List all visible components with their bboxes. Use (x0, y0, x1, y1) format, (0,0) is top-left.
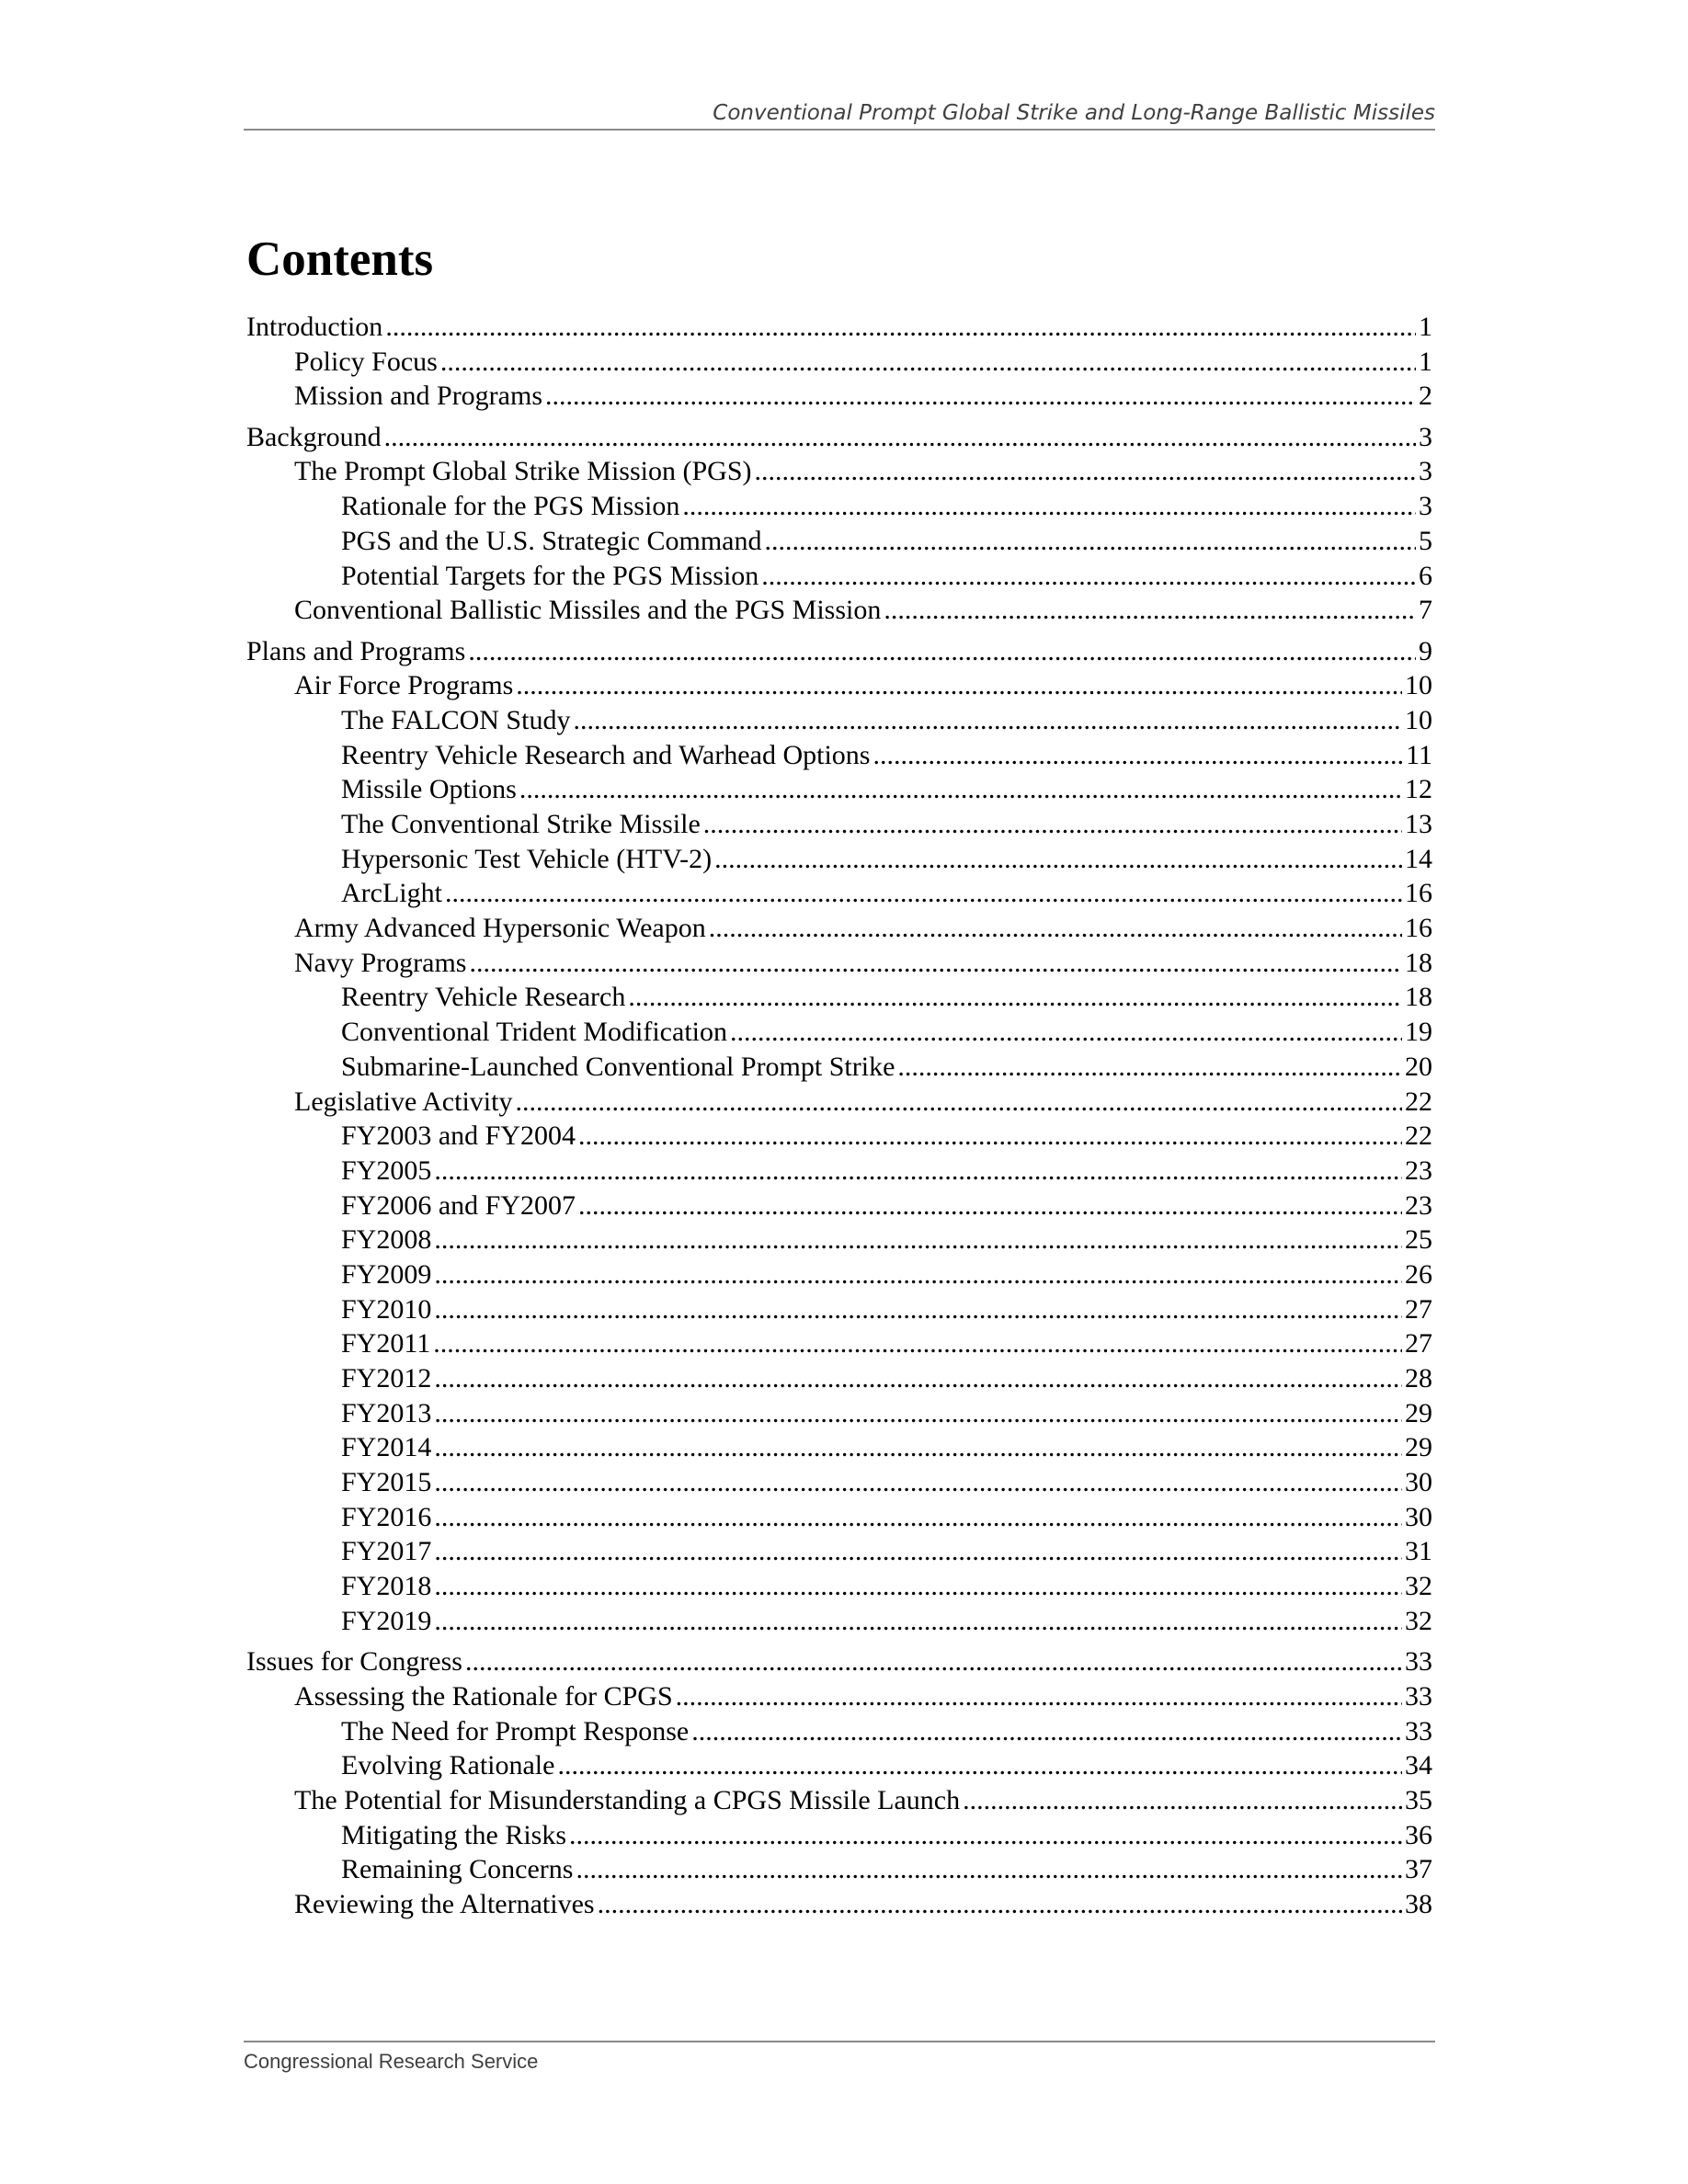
toc-page-number: 10 (1405, 704, 1432, 735)
toc-leader-dots (569, 1818, 1402, 1853)
toc-page-number: 16 (1405, 913, 1432, 944)
toc-entry-title: Navy Programs (294, 947, 467, 978)
toc-page-number: 3 (1419, 421, 1432, 452)
toc-entry-title: Remaining Concerns (341, 1854, 574, 1885)
toc-entry[interactable] (246, 1644, 1432, 1679)
toc-entry[interactable] (246, 1189, 1432, 1223)
toc-leader-dots (433, 1326, 1402, 1361)
toc-entry-title: FY2006 and FY2007 (341, 1189, 576, 1221)
toc-leader-dots (963, 1783, 1402, 1818)
toc-entry-title: FY2019 (341, 1605, 432, 1636)
toc-entry[interactable] (246, 1085, 1432, 1120)
toc-entry[interactable] (246, 772, 1432, 807)
toc-leader-dots (434, 1154, 1402, 1189)
toc-page-number: 3 (1419, 491, 1432, 522)
toc-leader-dots (628, 980, 1402, 1015)
toc-page-number: 18 (1405, 982, 1432, 1013)
toc-leader-dots (468, 634, 1416, 669)
toc-page-number: 27 (1405, 1328, 1432, 1359)
toc-entry-title: FY2018 (341, 1571, 432, 1602)
toc-entry[interactable] (246, 634, 1432, 669)
toc-entry-title: FY2013 (341, 1397, 432, 1428)
running-header: Conventional Prompt Global Strike and Long-Range Ballistic Missiles (244, 97, 1435, 131)
toc-entry-title: FY2010 (341, 1293, 432, 1325)
toc-page-number: 6 (1419, 560, 1432, 591)
contents-title: Contents (246, 233, 434, 286)
toc-page-number: 1 (1419, 346, 1432, 377)
toc-entry-title: Legislative Activity (294, 1086, 513, 1117)
toc-entry-title: Evolving Rationale (341, 1750, 555, 1781)
toc-entry[interactable] (246, 524, 1432, 559)
toc-entry[interactable] (246, 1015, 1432, 1050)
toc-leader-dots (384, 420, 1416, 455)
toc-entry-title: Army Advanced Hypersonic Weapon (294, 913, 706, 944)
toc-page-number: 13 (1405, 809, 1432, 839)
toc-leader-dots (434, 1396, 1402, 1431)
toc-leader-dots (434, 1465, 1402, 1500)
toc-entry[interactable] (246, 593, 1432, 628)
toc-page-number: 30 (1405, 1467, 1432, 1498)
toc-entry-title: FY2017 (341, 1536, 432, 1567)
toc-entry-title: Hypersonic Test Vehicle (HTV-2) (341, 843, 713, 874)
toc-leader-dots (576, 1852, 1402, 1887)
toc-page-number: 22 (1405, 1120, 1432, 1152)
toc-page-number: 7 (1419, 595, 1432, 626)
toc-page-number: 26 (1405, 1258, 1432, 1290)
toc-leader-dots (884, 593, 1416, 628)
toc-page-number: 25 (1405, 1224, 1432, 1256)
toc-entry-title: The FALCON Study (341, 704, 571, 735)
toc-entry[interactable] (246, 559, 1432, 594)
toc-leader-dots (465, 1644, 1402, 1679)
toc-entry-title: FY2009 (341, 1258, 432, 1290)
toc-entry-title: Rationale for the PGS Mission (341, 491, 680, 522)
toc-entry-title: The Potential for Misunderstanding a CPGS Missile Launch (294, 1784, 961, 1815)
toc-page-number: 32 (1405, 1571, 1432, 1602)
toc-leader-dots (445, 876, 1402, 911)
toc-entry-title: Plans and Programs (246, 635, 466, 666)
toc-entry[interactable] (246, 1679, 1432, 1714)
toc-page-number: 18 (1405, 947, 1432, 978)
toc-entry[interactable] (246, 1604, 1432, 1639)
toc-entry[interactable] (246, 738, 1432, 773)
toc-entry-title: Conventional Trident Modification (341, 1017, 727, 1048)
toc-page-number: 27 (1405, 1293, 1432, 1325)
toc-page-number: 10 (1405, 670, 1432, 701)
toc-entry[interactable] (246, 310, 1432, 345)
toc-page-number: 5 (1419, 525, 1432, 556)
toc-leader-dots (434, 1292, 1402, 1327)
toc-leader-dots (545, 379, 1416, 414)
toc-leader-dots (761, 559, 1416, 594)
table-of-contents (246, 310, 1432, 1922)
toc-page-number: 28 (1405, 1363, 1432, 1393)
toc-entry[interactable] (246, 980, 1432, 1015)
toc-entry-title: Background (246, 421, 382, 452)
toc-leader-dots (434, 1361, 1402, 1396)
toc-entry[interactable] (246, 1500, 1432, 1535)
toc-entry[interactable] (246, 1050, 1432, 1085)
toc-entry[interactable] (246, 1534, 1432, 1569)
toc-page-number: 31 (1405, 1536, 1432, 1567)
toc-leader-dots (434, 1604, 1402, 1639)
toc-leader-dots (434, 1223, 1402, 1257)
toc-entry-title: Missile Options (341, 774, 517, 805)
toc-leader-dots (578, 1119, 1402, 1154)
toc-leader-dots (573, 703, 1402, 738)
toc-page-number: 3 (1419, 456, 1432, 487)
toc-leader-dots (764, 524, 1416, 559)
toc-entry[interactable] (246, 1430, 1432, 1465)
toc-entry-title: Assessing the Rationale for CPGS (294, 1680, 673, 1712)
toc-leader-dots (385, 310, 1416, 345)
toc-leader-dots (516, 668, 1402, 703)
toc-entry-title: FY2012 (341, 1363, 432, 1393)
toc-leader-dots (676, 1679, 1402, 1714)
toc-page-number: 32 (1405, 1605, 1432, 1636)
toc-entry-title: Mitigating the Risks (341, 1819, 567, 1850)
toc-entry[interactable] (246, 420, 1432, 455)
toc-entry-title: Conventional Ballistic Missiles and the PGS Mission (294, 595, 882, 626)
toc-entry[interactable] (246, 1465, 1432, 1500)
toc-page-number: 30 (1405, 1501, 1432, 1532)
toc-entry-title: FY2011 (341, 1328, 431, 1359)
toc-entry-title: ArcLight (341, 878, 442, 909)
toc-entry-title: The Prompt Global Strike Mission (PGS) (294, 456, 752, 487)
toc-leader-dots (440, 345, 1416, 380)
toc-leader-dots (897, 1050, 1402, 1085)
toc-leader-dots (691, 1714, 1402, 1749)
toc-entry[interactable] (246, 703, 1432, 738)
toc-leader-dots (730, 1015, 1402, 1050)
toc-entry[interactable] (246, 1783, 1432, 1818)
toc-page-number: 1 (1419, 312, 1432, 342)
toc-entry[interactable] (246, 668, 1432, 703)
toc-leader-dots (469, 946, 1402, 981)
toc-leader-dots (714, 842, 1402, 877)
toc-entry-title: FY2015 (341, 1467, 432, 1498)
toc-entry-title: FY2005 (341, 1155, 432, 1186)
toc-leader-dots (578, 1189, 1402, 1223)
toc-entry[interactable] (246, 454, 1432, 489)
toc-entry[interactable] (246, 911, 1432, 946)
toc-leader-dots (703, 807, 1402, 842)
toc-entry[interactable] (246, 345, 1432, 380)
toc-entry[interactable] (246, 1396, 1432, 1431)
toc-entry-title: FY2014 (341, 1432, 432, 1463)
toc-page-number: 11 (1406, 739, 1432, 770)
toc-entry[interactable] (246, 1714, 1432, 1749)
toc-entry-title: Air Force Programs (294, 670, 514, 701)
toc-entry[interactable] (246, 1887, 1432, 1922)
toc-entry[interactable] (246, 1326, 1432, 1361)
toc-entry[interactable] (246, 842, 1432, 877)
toc-entry[interactable] (246, 1119, 1432, 1154)
toc-entry-title: Reentry Vehicle Research (341, 982, 626, 1013)
toc-entry[interactable] (246, 1852, 1432, 1887)
toc-entry[interactable] (246, 876, 1432, 911)
toc-entry-title: The Need for Prompt Response (341, 1715, 690, 1746)
toc-page-number: 33 (1405, 1715, 1432, 1746)
toc-leader-dots (557, 1748, 1402, 1783)
toc-entry[interactable] (246, 1361, 1432, 1396)
toc-entry-title: Introduction (246, 312, 383, 342)
toc-entry-title: FY2008 (341, 1224, 432, 1256)
toc-entry-title: Reentry Vehicle Research and Warhead Options (341, 739, 871, 770)
toc-entry-title: PGS and the U.S. Strategic Command (341, 525, 762, 556)
toc-page-number: 20 (1405, 1051, 1432, 1082)
toc-page-number: 35 (1405, 1784, 1432, 1815)
toc-entry-title: The Conventional Strike Missile (341, 809, 701, 839)
toc-entry-title: Policy Focus (294, 346, 438, 377)
toc-page-number: 22 (1405, 1086, 1432, 1117)
toc-leader-dots (434, 1534, 1402, 1569)
toc-leader-dots (434, 1257, 1402, 1292)
toc-entry-title: Potential Targets for the PGS Mission (341, 560, 759, 591)
toc-leader-dots (515, 1085, 1402, 1120)
toc-page-number: 23 (1405, 1155, 1432, 1186)
toc-entry[interactable] (246, 1292, 1432, 1327)
toc-page-number: 34 (1405, 1750, 1432, 1781)
toc-page-number: 9 (1419, 635, 1432, 666)
toc-entry-title: Mission and Programs (294, 381, 542, 412)
toc-entry[interactable] (246, 1223, 1432, 1257)
toc-page-number: 37 (1405, 1854, 1432, 1885)
toc-entry[interactable] (246, 1748, 1432, 1783)
toc-entry[interactable] (246, 379, 1432, 414)
toc-page-number: 38 (1405, 1889, 1432, 1919)
toc-entry-title: Reviewing the Alternatives (294, 1889, 595, 1919)
toc-leader-dots (434, 1500, 1402, 1535)
toc-page-number: 19 (1405, 1017, 1432, 1048)
toc-leader-dots (873, 738, 1403, 773)
toc-page-number: 29 (1405, 1397, 1432, 1428)
toc-entry[interactable] (246, 1257, 1432, 1292)
toc-entry[interactable] (246, 1154, 1432, 1189)
toc-entry-title: Issues for Congress (246, 1646, 462, 1678)
toc-leader-dots (598, 1887, 1402, 1922)
toc-page-number: 23 (1405, 1189, 1432, 1221)
toc-page-number: 14 (1405, 843, 1432, 874)
toc-entry-title: FY2016 (341, 1501, 432, 1532)
toc-leader-dots (434, 1569, 1402, 1604)
toc-entry[interactable] (246, 946, 1432, 981)
toc-leader-dots (709, 911, 1402, 946)
toc-page-number: 33 (1405, 1680, 1432, 1712)
toc-leader-dots (519, 772, 1402, 807)
toc-entry[interactable] (246, 1569, 1432, 1604)
toc-page-number: 33 (1405, 1646, 1432, 1678)
toc-entry[interactable] (246, 1818, 1432, 1853)
toc-entry-title: Submarine-Launched Conventional Prompt Strike (341, 1051, 895, 1082)
footer: Congressional Research Service (244, 2041, 1435, 2076)
toc-page-number: 2 (1419, 381, 1432, 412)
toc-leader-dots (434, 1430, 1402, 1465)
toc-page-number: 36 (1405, 1819, 1432, 1850)
toc-leader-dots (682, 489, 1416, 524)
toc-entry[interactable] (246, 807, 1432, 842)
toc-entry[interactable] (246, 489, 1432, 524)
toc-page-number: 12 (1405, 774, 1432, 805)
toc-page-number: 29 (1405, 1432, 1432, 1463)
toc-entry-title: FY2003 and FY2004 (341, 1120, 576, 1152)
toc-leader-dots (755, 454, 1416, 489)
toc-page-number: 16 (1405, 878, 1432, 909)
